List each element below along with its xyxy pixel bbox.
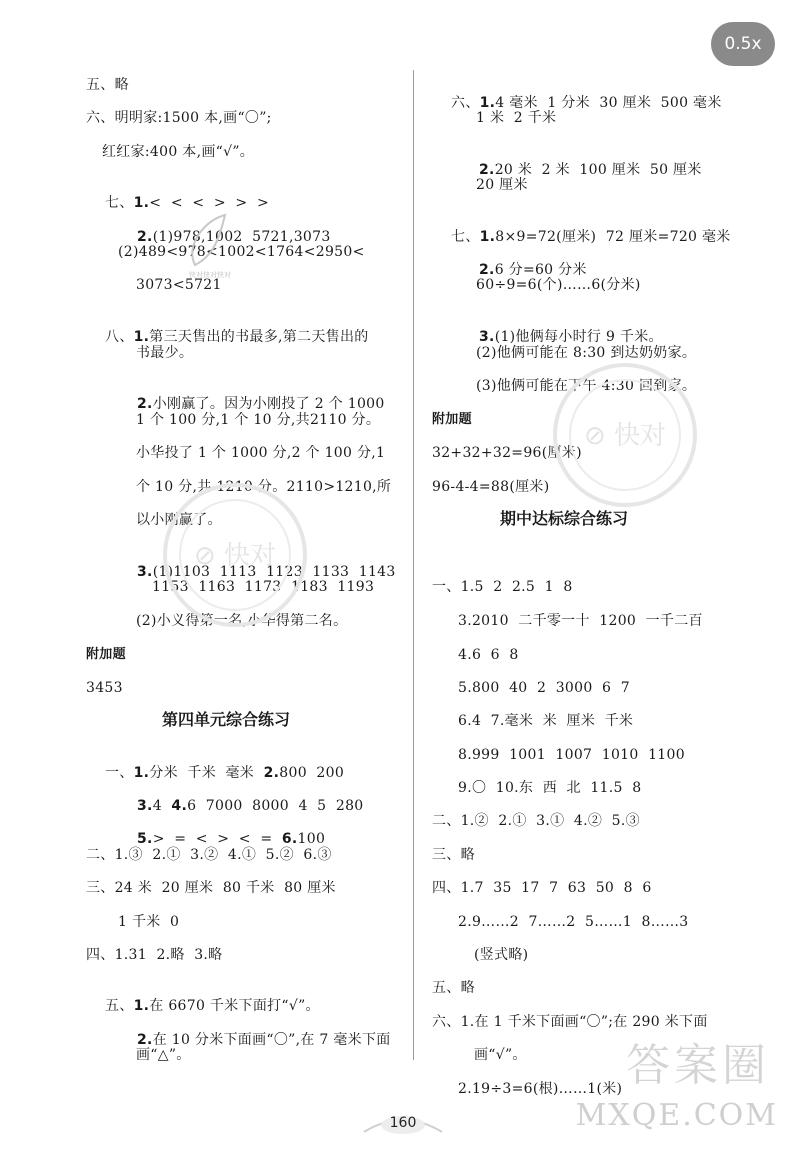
item-number: 1. xyxy=(133,765,150,781)
answer-text: 100 xyxy=(297,831,326,847)
answer-text: (1)他俩每小时行 9 千米。 xyxy=(494,329,663,345)
column-divider xyxy=(413,70,414,1060)
answer-line: 四、1.31 2.略 3.略 xyxy=(86,947,223,963)
svg-text:⊘ 快对: ⊘ 快对 xyxy=(193,541,277,571)
item-number: 2. xyxy=(137,1032,153,1048)
answer-line: 六、1.在 1 千米下面画“〇”;在 290 米下面 xyxy=(432,1014,708,1030)
item-number: 5. xyxy=(137,831,153,847)
site-watermark-logo: 答案圈 xyxy=(626,1040,770,1091)
item-number: 2. xyxy=(137,396,153,412)
page-number-badge xyxy=(360,1110,446,1136)
item-number: 1. xyxy=(479,229,496,245)
question-number: 七、 xyxy=(451,229,480,245)
answer-line xyxy=(86,310,369,364)
answer-line: 二、1.③ 2.① 3.② 4.① 5.② 6.③ xyxy=(86,847,332,863)
svg-text:⊘ 快对: ⊘ 快对 xyxy=(583,421,667,451)
stamp-watermark xyxy=(540,350,710,520)
answer-line: 一、1.5 2 2.5 1 8 xyxy=(432,579,573,595)
answer-text: < < < > > > xyxy=(149,195,269,211)
answer-line: 1153 1163 1173 1183 1193 xyxy=(152,579,375,595)
item-number: 3. xyxy=(479,329,495,345)
answer-line: 2.9……2 7……2 5……1 8……3 xyxy=(458,914,689,930)
answer-text: 4 毫米 1 分米 30 厘米 500 毫米 xyxy=(495,95,722,111)
question-number: 六、 xyxy=(451,95,480,111)
answer-line: 3453 xyxy=(86,680,123,696)
section-title: 期中达标综合练习 xyxy=(500,509,629,528)
answer-text: (1)1103 1113 1123 1133 1143 xyxy=(152,564,396,580)
answer-line: 60÷9=6(个)……6(分米) xyxy=(476,277,641,293)
answer-line: 3.2010 二千零一十 1200 一千二百 xyxy=(458,613,703,629)
question-number: 七、 xyxy=(105,195,134,211)
answer-line: 1 千米 0 xyxy=(118,914,180,930)
answer-line: 5.800 40 2 3000 6 7 xyxy=(458,680,630,696)
answer-line: 8.999 1001 1007 1010 1100 xyxy=(458,747,685,763)
answer-text: 20 米 2 米 100 厘米 50 厘米 xyxy=(494,162,702,178)
answer-text: 在 10 分米下面画“〇”,在 7 毫米下面 xyxy=(152,1032,391,1048)
answer-line: 32+32+32=96(厘米) xyxy=(432,445,582,461)
answer-text: 第三天售出的书最多,第二天售出的 xyxy=(149,329,369,345)
answer-text: 4 xyxy=(152,798,172,814)
svg-text:快对快对快对: 快对快对快对 xyxy=(189,271,231,279)
answer-line: 五、略 xyxy=(432,980,475,996)
answer-line: 3073<5721 xyxy=(136,277,222,293)
bonus-heading: 附加题 xyxy=(432,412,472,427)
answer-line: 画“√”。 xyxy=(474,1047,527,1063)
item-number: 2. xyxy=(263,765,280,781)
answer-line: 六、明明家:1500 本,画“〇”; xyxy=(86,110,272,126)
answer-line: 1 个 100 分,1 个 10 分,共2110 分。 xyxy=(136,412,381,428)
answer-line: 五、略 xyxy=(86,77,129,93)
item-number: 1. xyxy=(133,195,150,211)
answer-line: 红红家:400 本,画“√”。 xyxy=(102,144,255,160)
answer-line: 书最少。 xyxy=(136,345,194,361)
playback-speed-badge[interactable]: 0.5x xyxy=(711,22,775,66)
answer-text: 6 分=60 分米 xyxy=(494,262,587,278)
question-number: 五、 xyxy=(105,998,134,1014)
answer-line: (竖式略) xyxy=(474,947,529,963)
answer-line: 小华投了 1 个 1000 分,2 个 100 分,1 xyxy=(136,445,386,461)
answer-line: 2.19÷3=6(根)……1(米) xyxy=(458,1081,623,1097)
item-number: 2. xyxy=(479,262,495,278)
answer-line: (3)他俩可能在下午 4:30 回到家。 xyxy=(476,378,697,394)
answer-line: 6.4 7.毫米 米 厘米 千米 xyxy=(458,713,634,729)
answer-text: > = < > < = xyxy=(152,831,282,847)
answer-text: 分米 千米 毫米 xyxy=(149,765,264,781)
answer-line: 画“△”。 xyxy=(136,1047,191,1063)
answer-text: 在 6670 千米下面打“√”。 xyxy=(149,998,320,1014)
item-number: 1. xyxy=(133,998,150,1014)
item-number: 3. xyxy=(137,798,153,814)
answer-line: 二、1.② 2.① 3.① 4.② 5.③ xyxy=(432,813,640,829)
item-number: 6. xyxy=(281,831,298,847)
answer-line: 四、1.7 35 17 7 63 50 8 6 xyxy=(432,880,652,896)
item-number: 4. xyxy=(171,798,188,814)
answer-line: 1 米 2 千米 xyxy=(476,110,557,126)
answer-text: 6 7000 8000 4 5 280 xyxy=(187,798,364,814)
answer-line: (2)他俩可能在 8:30 到达奶奶家。 xyxy=(476,345,697,361)
item-number: 1. xyxy=(479,95,496,111)
item-number: 2. xyxy=(137,229,153,245)
answer-line: (2)小义得第一名,小华得第二名。 xyxy=(136,613,348,629)
answer-line: 个 10 分,共 1210 分。2110>1210,所 xyxy=(136,479,392,495)
answer-line: (2)489<978<1002<1764<2950< xyxy=(118,244,365,260)
section-title: 第四单元综合练习 xyxy=(162,710,291,729)
question-number: 八、 xyxy=(105,329,134,345)
site-watermark-url: MXQE.COM xyxy=(575,1098,778,1133)
question-number: 一、 xyxy=(105,765,134,781)
item-number: 2. xyxy=(479,162,495,178)
bonus-heading: 附加题 xyxy=(86,647,126,662)
item-number: 3. xyxy=(137,564,153,580)
answer-line: 9.〇 10.东 西 北 11.5 8 xyxy=(458,780,642,796)
answer-line: 三、略 xyxy=(432,847,475,863)
item-number: 1. xyxy=(133,329,150,345)
answer-line: 以小刚赢了。 xyxy=(136,512,222,528)
answer-text: 小刚赢了。因为小刚投了 2 个 1000 xyxy=(152,396,385,412)
answer-line: 96-4-4=88(厘米) xyxy=(432,479,550,495)
answer-text: 800 200 xyxy=(279,765,345,781)
answer-line: 20 厘米 xyxy=(476,177,528,193)
page-number: 160 xyxy=(389,1115,417,1131)
answer-text: (1)978,1002 5721,3073 xyxy=(152,229,331,245)
answer-line: 三、24 米 20 厘米 80 千米 80 厘米 xyxy=(86,880,336,896)
answer-text: 8×9=72(厘米) 72 厘米=720 毫米 xyxy=(495,229,731,245)
answer-line: 4.6 6 8 xyxy=(458,647,519,663)
